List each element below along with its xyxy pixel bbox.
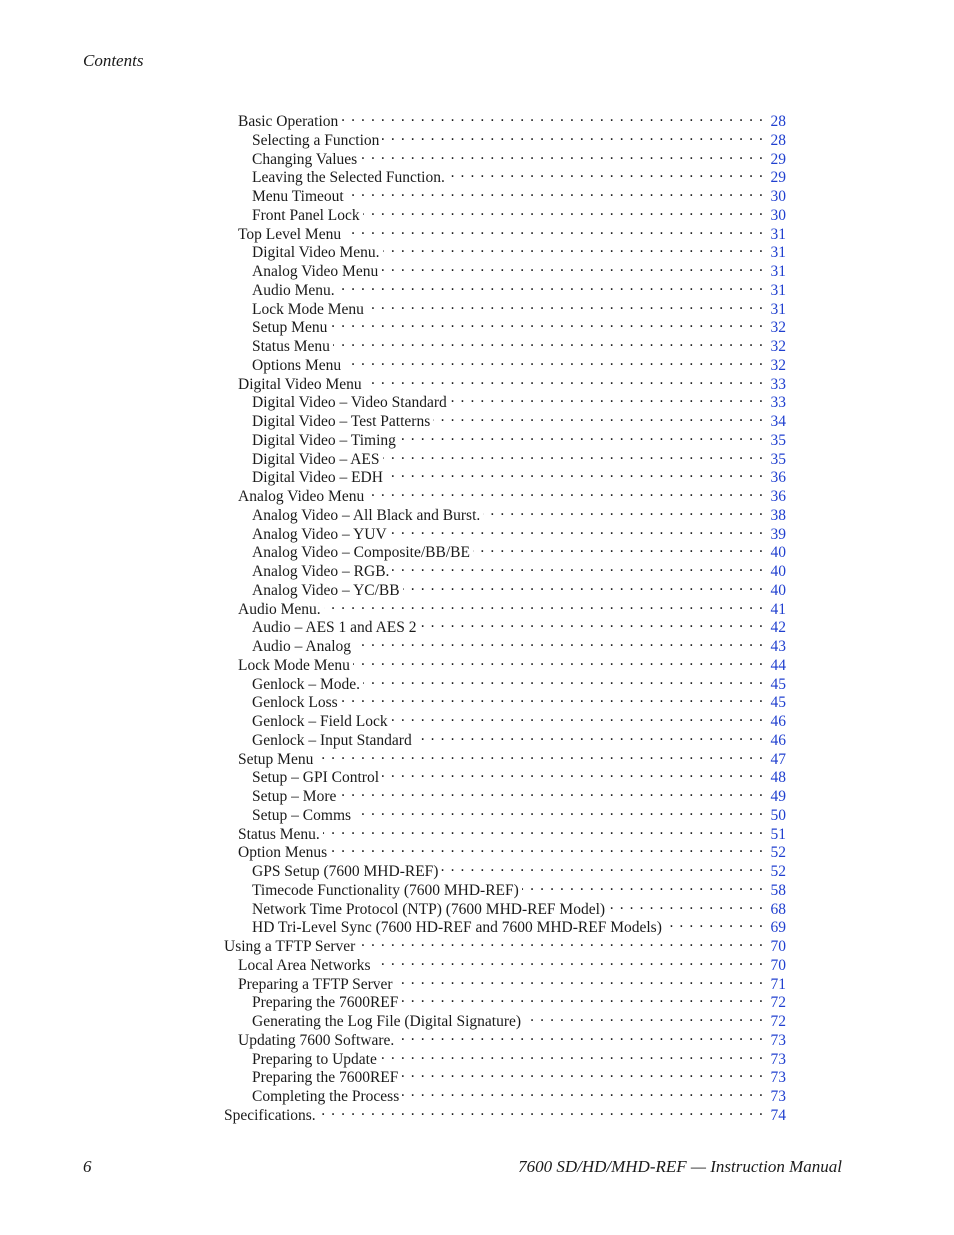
toc-entry[interactable] xyxy=(252,426,786,449)
dot-leader xyxy=(341,688,764,707)
toc-entry-title: Genlock – Field Lock xyxy=(252,713,388,730)
toc-entry-title: Digital Video Menu xyxy=(238,375,362,393)
toc-page-link[interactable]: 31 xyxy=(770,281,786,299)
toc-entry[interactable] xyxy=(252,182,786,205)
dot-leader xyxy=(608,895,764,914)
toc-entry-title: GPS Setup (7600 MHD-REF) xyxy=(252,863,439,880)
toc-page-link[interactable]: 73 xyxy=(770,1050,786,1068)
toc-entry-title: Basic Operation xyxy=(238,113,339,130)
toc-entry-title: Digital Video – Video Standard xyxy=(252,394,447,412)
toc-page-link[interactable]: 72 xyxy=(770,1013,786,1030)
toc-entry[interactable] xyxy=(238,220,786,243)
toc-page-link[interactable]: 34 xyxy=(770,413,786,430)
toc-entry[interactable] xyxy=(252,1063,786,1087)
toc-page-link[interactable]: 28 xyxy=(770,131,786,149)
toc-page-link[interactable]: 31 xyxy=(770,225,786,243)
toc-entry[interactable] xyxy=(252,388,786,412)
toc-entry[interactable] xyxy=(252,332,786,355)
toc-entry[interactable] xyxy=(238,745,786,768)
toc-entry[interactable] xyxy=(252,145,786,168)
toc-entry-title: Audio Menu. xyxy=(238,600,321,618)
toc-page-link[interactable]: 46 xyxy=(770,731,786,749)
dot-leader xyxy=(354,801,764,820)
toc-entry[interactable] xyxy=(224,932,786,955)
toc-entry[interactable] xyxy=(238,482,786,505)
dot-leader xyxy=(441,857,764,876)
toc-entry[interactable] xyxy=(238,970,786,993)
toc-entry-title: Setup – More xyxy=(252,788,337,805)
toc-entry-title: Front Panel Lock xyxy=(252,206,360,224)
dot-leader xyxy=(524,1007,764,1026)
toc-page-link[interactable]: 45 xyxy=(770,675,786,693)
toc-page-link[interactable]: 74 xyxy=(770,1106,786,1124)
toc-entry-title: Status Menu xyxy=(252,338,330,355)
running-header: Contents xyxy=(83,51,144,70)
toc-entry-title: Analog Video – YUV xyxy=(252,525,387,543)
dot-leader xyxy=(383,445,764,464)
dot-leader xyxy=(392,557,764,576)
toc-page-link[interactable]: 31 xyxy=(770,300,786,318)
toc-entry[interactable] xyxy=(252,351,786,374)
toc-entry-title: Leaving the Selected Function. xyxy=(252,169,445,187)
toc-page-link[interactable]: 36 xyxy=(770,488,786,505)
toc-entry-title: Analog Video Menu xyxy=(238,488,365,505)
toc-entry[interactable] xyxy=(252,257,786,280)
toc-entry[interactable] xyxy=(238,951,786,974)
toc-page-link[interactable]: 73 xyxy=(770,1088,786,1105)
dot-leader xyxy=(374,951,764,970)
dot-leader xyxy=(353,651,764,670)
dot-leader xyxy=(396,970,764,989)
toc-page-link[interactable]: 47 xyxy=(770,750,786,768)
toc-page-link[interactable]: 31 xyxy=(770,263,786,280)
toc-entry-title: Digital Video Menu. xyxy=(252,244,380,262)
toc-entry-title: Options Menu xyxy=(252,356,342,374)
toc-entry-title: Setup – GPI Control xyxy=(252,769,380,787)
dot-leader xyxy=(391,707,764,726)
dot-leader xyxy=(365,370,764,389)
toc-entry[interactable] xyxy=(252,163,786,187)
dot-leader xyxy=(316,745,764,764)
dot-leader xyxy=(382,763,764,782)
toc-entry[interactable] xyxy=(252,313,786,337)
toc-entry-title: Digital Video – Timing xyxy=(252,431,396,449)
toc-entry-title: Specifications. xyxy=(224,1106,316,1124)
toc-page-link[interactable]: 32 xyxy=(770,356,786,374)
dot-leader xyxy=(402,1082,764,1101)
toc-page-link[interactable]: 43 xyxy=(770,638,786,655)
toc-entry[interactable] xyxy=(238,838,786,862)
dot-leader xyxy=(403,576,764,595)
toc-entry[interactable] xyxy=(238,651,786,674)
toc-entry[interactable] xyxy=(252,501,786,524)
toc-page-link[interactable]: 52 xyxy=(770,863,786,880)
toc-page-link[interactable]: 32 xyxy=(770,319,786,337)
toc-entry[interactable] xyxy=(252,801,786,824)
dot-leader xyxy=(382,126,764,145)
toc-entry[interactable] xyxy=(252,988,786,1012)
toc-page-link[interactable]: 41 xyxy=(770,600,786,618)
toc-entry-title: HD Tri-Level Sync (7600 HD-REF and 7600 MHD-REF Models) xyxy=(252,919,662,937)
toc-entry-title: Top Level Menu xyxy=(238,225,342,243)
toc-entry-title: Preparing the 7600REF xyxy=(252,994,399,1012)
toc-entry[interactable] xyxy=(252,407,786,430)
toc-page-link[interactable]: 44 xyxy=(770,656,786,674)
toc-entry[interactable] xyxy=(252,763,786,787)
toc-entry-title: Status Menu. xyxy=(238,825,320,843)
toc-page-link[interactable]: 29 xyxy=(770,169,786,187)
dot-leader xyxy=(354,632,764,651)
toc-entry-title: Timecode Functionality (7600 MHD-REF) xyxy=(252,881,519,899)
toc-page-link[interactable]: 40 xyxy=(770,581,786,599)
toc-entry-title: Setup – Comms xyxy=(252,806,352,824)
toc-entry[interactable] xyxy=(238,1026,786,1049)
dot-leader xyxy=(330,838,764,857)
toc-entry-title: Genlock – Input Standard xyxy=(252,731,412,749)
toc-entry[interactable] xyxy=(252,1045,786,1068)
dot-leader xyxy=(330,313,764,332)
toc-entry-title: Genlock Loss xyxy=(252,694,338,712)
toc-entry-title: Audio – AES 1 and AES 2 xyxy=(252,619,417,637)
toc-entry[interactable] xyxy=(252,538,786,562)
toc-entry[interactable] xyxy=(252,670,786,693)
toc-page-link[interactable]: 48 xyxy=(770,769,786,787)
toc-page-link[interactable]: 50 xyxy=(770,806,786,824)
toc-entry[interactable] xyxy=(252,238,786,262)
dot-leader xyxy=(401,988,764,1007)
toc-page-link[interactable]: 28 xyxy=(770,113,786,130)
toc-entry-title: Audio Menu. xyxy=(252,281,335,299)
toc-entry-title: Preparing to Update xyxy=(252,1050,377,1068)
dot-leader xyxy=(401,1063,764,1082)
toc-entry-title: Analog Video – All Black and Burst. xyxy=(252,506,481,524)
toc-page-link[interactable]: 42 xyxy=(770,619,786,637)
toc-entry-title: Audio – Analog xyxy=(252,638,352,655)
dot-leader xyxy=(399,426,764,445)
toc-page-link[interactable]: 36 xyxy=(770,469,786,487)
toc-entry[interactable] xyxy=(252,895,786,918)
dot-leader xyxy=(344,220,764,239)
toc-page-link[interactable]: 68 xyxy=(770,900,786,918)
dot-leader xyxy=(347,182,764,201)
toc-page-link[interactable]: 35 xyxy=(770,431,786,449)
toc-entry[interactable] xyxy=(252,613,786,637)
toc-page-link[interactable]: 46 xyxy=(770,713,786,730)
toc-entry-title: Local Area Networks xyxy=(238,956,371,974)
dot-leader xyxy=(473,538,764,557)
dot-leader xyxy=(380,1045,764,1064)
toc-entry[interactable] xyxy=(238,820,786,843)
toc-entry[interactable] xyxy=(252,576,786,599)
dot-leader xyxy=(367,295,764,314)
dot-leader xyxy=(386,463,764,482)
dot-leader xyxy=(367,482,764,501)
toc-entry-title: Changing Values xyxy=(252,150,358,168)
dot-leader xyxy=(383,238,764,257)
dot-leader xyxy=(522,876,764,895)
toc-page-link[interactable]: 32 xyxy=(770,338,786,355)
toc-entry-title: Digital Video – AES xyxy=(252,450,380,468)
toc-entry-title: Preparing the 7600REF xyxy=(252,1069,399,1087)
toc-entry[interactable] xyxy=(252,857,786,880)
toc-page-link[interactable]: 45 xyxy=(770,694,786,712)
dot-leader xyxy=(381,257,764,276)
toc-entry[interactable] xyxy=(252,726,786,749)
toc-page-link[interactable]: 73 xyxy=(770,1031,786,1049)
toc-entry-title: Generating the Log File (Digital Signature) xyxy=(252,1013,522,1030)
toc-entry[interactable] xyxy=(252,913,786,937)
dot-leader xyxy=(433,407,764,426)
toc-entry[interactable] xyxy=(252,520,786,543)
manual-title: 7600 SD/HD/MHD-REF — Instruction Manual xyxy=(518,1157,842,1176)
toc-entry[interactable] xyxy=(252,1082,786,1105)
toc-page-link[interactable]: 69 xyxy=(770,919,786,937)
toc-entry-title: Analog Video – RGB. xyxy=(252,563,390,580)
dot-leader xyxy=(450,388,764,407)
toc-entry-title: Network Time Protocol (NTP) (7600 MHD-REF Model) xyxy=(252,900,606,918)
dot-leader xyxy=(341,107,764,126)
dot-leader xyxy=(397,1026,764,1045)
toc-page-link[interactable]: 70 xyxy=(770,938,786,955)
toc-entry[interactable] xyxy=(252,782,786,805)
toc-entry-title: Selecting a Function xyxy=(252,131,380,149)
toc-page-link[interactable]: 39 xyxy=(770,525,786,543)
toc-entry-title: Lock Mode Menu xyxy=(238,656,350,674)
toc-entry[interactable] xyxy=(252,445,786,468)
toc-entry-title: Option Menus xyxy=(238,844,328,862)
toc-entry[interactable] xyxy=(238,107,786,130)
toc-entry-title: Updating 7600 Software. xyxy=(238,1031,395,1049)
toc-entry[interactable] xyxy=(252,295,786,318)
toc-page-link[interactable]: 52 xyxy=(770,844,786,862)
toc-entry[interactable] xyxy=(252,688,786,712)
toc-entry-title: Using a TFTP Server xyxy=(224,938,356,955)
dot-leader xyxy=(323,820,764,839)
dot-leader xyxy=(333,332,764,351)
dot-leader xyxy=(363,201,764,220)
dot-leader xyxy=(338,276,764,295)
toc-entry[interactable] xyxy=(252,463,786,487)
toc-entry[interactable] xyxy=(252,126,786,149)
dot-leader xyxy=(339,782,764,801)
dot-leader xyxy=(363,670,764,689)
toc-page-link[interactable]: 33 xyxy=(770,394,786,412)
toc-entry[interactable] xyxy=(252,876,786,899)
toc-page-link[interactable]: 33 xyxy=(770,375,786,393)
dot-leader xyxy=(344,351,764,370)
toc-entry-title: Digital Video – EDH xyxy=(252,469,383,487)
toc-entry[interactable] xyxy=(252,276,786,299)
toc-entry[interactable] xyxy=(252,557,786,580)
toc-page-link[interactable]: 40 xyxy=(770,563,786,580)
toc-entry-title: Menu Timeout xyxy=(252,188,344,205)
dot-leader xyxy=(390,520,764,539)
toc-entry[interactable] xyxy=(252,1007,786,1030)
toc-page-link[interactable]: 73 xyxy=(770,1069,786,1087)
toc-entry-title: Setup Menu xyxy=(252,319,328,337)
toc-page-link[interactable]: 38 xyxy=(770,506,786,524)
toc-page-link[interactable]: 35 xyxy=(770,450,786,468)
dot-leader xyxy=(665,913,764,932)
toc-page-link[interactable]: 58 xyxy=(770,881,786,899)
toc-entry-title: Digital Video – Test Patterns xyxy=(252,413,431,430)
dot-leader xyxy=(319,1101,764,1120)
dot-leader xyxy=(483,501,764,520)
toc-page-link[interactable]: 31 xyxy=(770,244,786,262)
page-number: 6 xyxy=(83,1157,92,1176)
toc-page-link[interactable]: 51 xyxy=(770,825,786,843)
dot-leader xyxy=(419,613,764,632)
dot-leader xyxy=(448,163,764,182)
toc-entry-title: Setup Menu xyxy=(238,750,314,768)
dot-leader xyxy=(415,726,764,745)
toc-page-link[interactable]: 70 xyxy=(770,956,786,974)
toc-entry[interactable] xyxy=(238,370,786,393)
toc-page-link[interactable]: 71 xyxy=(770,975,786,993)
toc-page-link[interactable]: 29 xyxy=(770,150,786,168)
toc-entry-title: Analog Video – Composite/BB/BE xyxy=(252,544,470,562)
toc-entry-title: Preparing a TFTP Server xyxy=(238,975,393,993)
toc-page-link[interactable]: 72 xyxy=(770,994,786,1012)
toc-entry[interactable] xyxy=(252,707,786,730)
toc-entry-title: Genlock – Mode. xyxy=(252,675,361,693)
toc-entry[interactable] xyxy=(252,201,786,224)
dot-leader xyxy=(358,932,764,951)
toc-entry-title: Analog Video – YC/BB xyxy=(252,581,400,599)
toc-entry-title: Completing the Process xyxy=(252,1088,400,1105)
toc-page-link[interactable]: 40 xyxy=(770,544,786,562)
dot-leader xyxy=(360,145,764,164)
toc-page-link[interactable]: 30 xyxy=(770,188,786,205)
dot-leader xyxy=(324,595,764,614)
toc-entry[interactable] xyxy=(224,1101,786,1124)
toc-entry-title: Lock Mode Menu xyxy=(252,300,364,318)
toc-entry[interactable] xyxy=(252,632,786,655)
toc-page-link[interactable]: 30 xyxy=(770,206,786,224)
toc-entry[interactable] xyxy=(238,595,786,618)
toc-entry-title: Analog Video Menu xyxy=(252,263,379,280)
toc-page-link[interactable]: 49 xyxy=(770,788,786,805)
